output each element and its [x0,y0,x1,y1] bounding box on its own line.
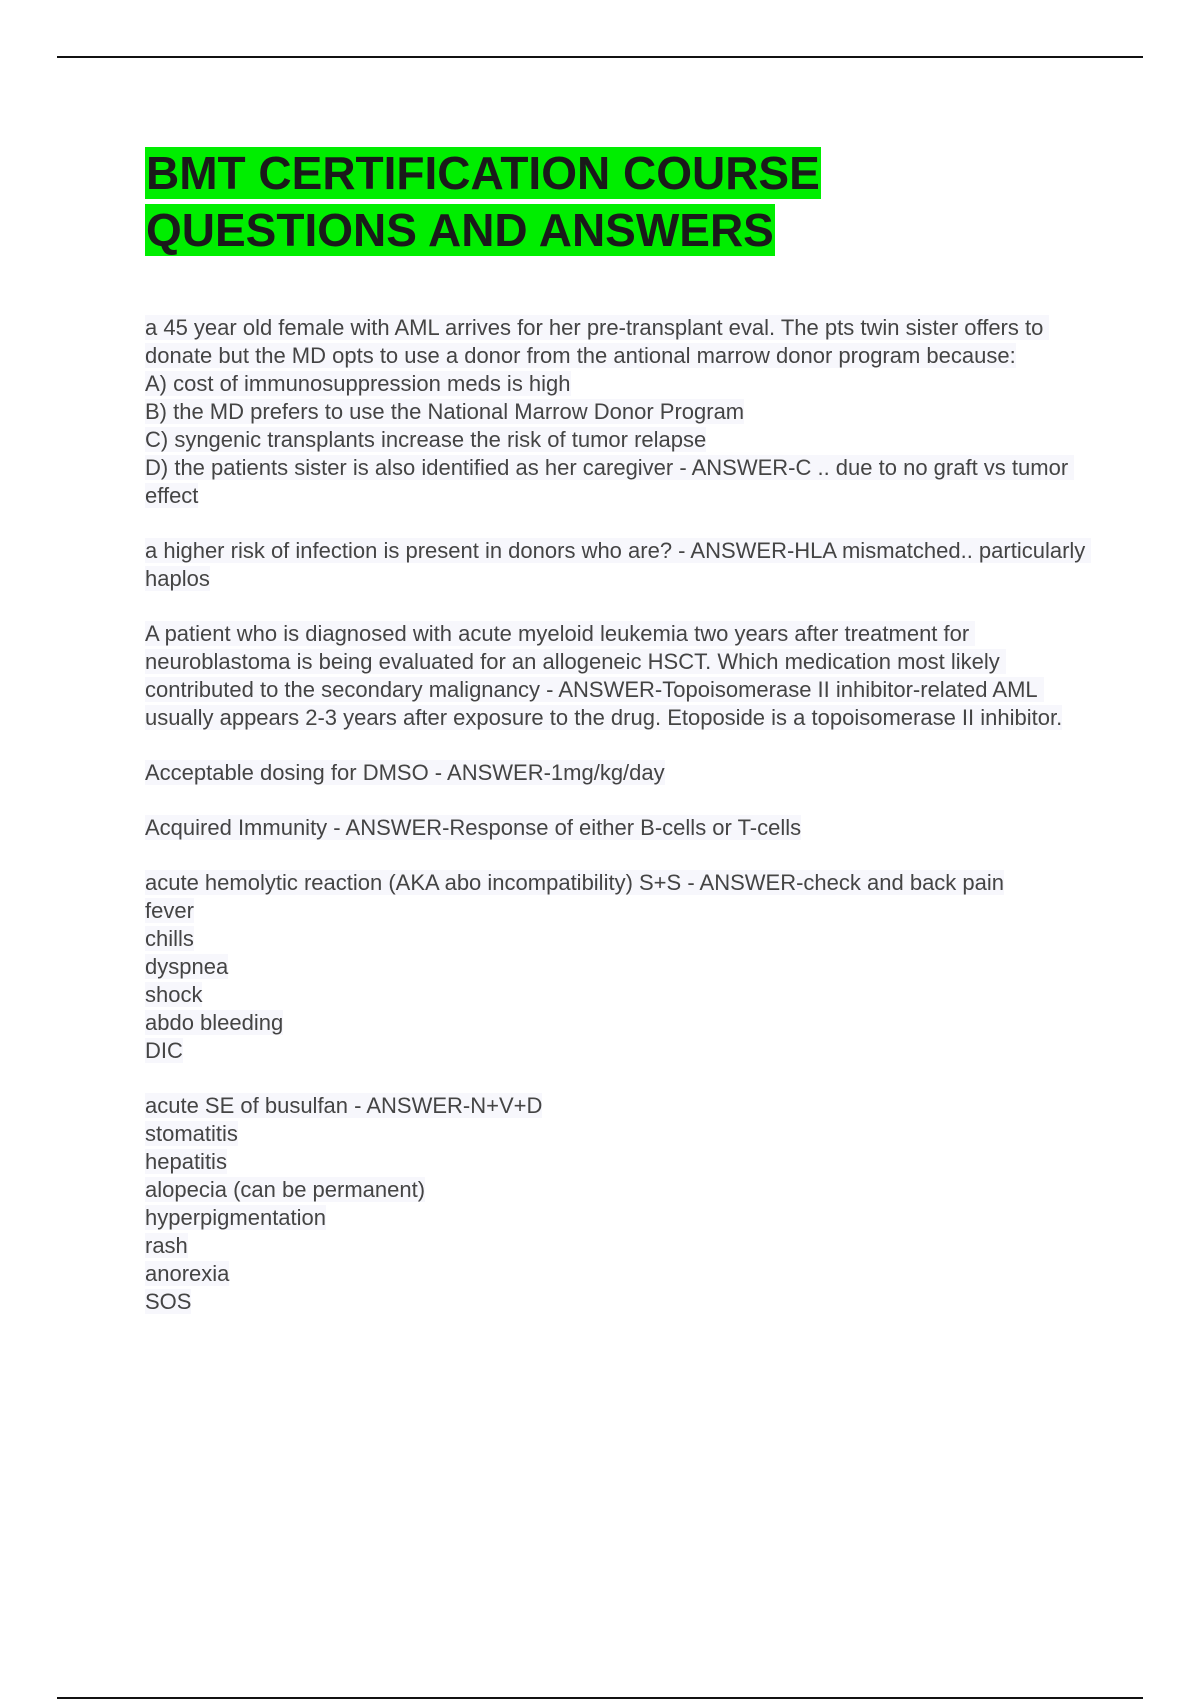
qa-list-line: hyperpigmentation [145,1205,327,1230]
qa-line [145,454,1095,510]
qa-list-line: stomatitis [145,1121,238,1146]
qa-text: a higher risk of infection is present in donors who are? - ANSWER-HLA mismatched.. particularly haplos [145,538,1092,591]
qa-item [145,620,1095,732]
qa-line [145,398,1095,426]
qa-list-line: hepatitis [145,1149,227,1174]
qa-line [145,869,1095,897]
qa-text: Acquired Immunity - ANSWER-Response of either B-cells or T-cells [145,815,802,840]
qa-list-line: shock [145,982,203,1007]
qa-line [145,1148,1095,1176]
qa-list-line: rash [145,1233,188,1258]
qa-line [145,1288,1095,1316]
qa-line [145,814,1095,842]
header-rule [57,56,1143,58]
qa-line [145,1092,1095,1120]
qa-list-line: chills [145,926,194,951]
qa-line [145,370,1095,398]
qa-line [145,1232,1095,1260]
qa-item [145,759,1095,787]
qa-item [145,814,1095,842]
title-highlight: BMT CERTIFICATION COURSE QUESTIONS AND ANSWERS [146,147,820,256]
qa-item [145,314,1095,510]
qa-list [145,314,1095,1343]
qa-line [145,1260,1095,1288]
qa-list-line: abdo bleeding [145,1010,284,1035]
qa-line [145,953,1095,981]
qa-line [145,537,1095,593]
qa-line [145,426,1095,454]
footer-rule [57,1697,1143,1699]
qa-line [145,620,1095,732]
qa-line [145,1176,1095,1204]
qa-line [145,1009,1095,1037]
qa-line [145,1120,1095,1148]
qa-line [145,1204,1095,1232]
qa-line [145,897,1095,925]
qa-text: acute SE of busulfan - ANSWER-N+V+D [145,1093,543,1118]
qa-list-line: anorexia [145,1261,230,1286]
document-title [145,145,1045,259]
qa-option-b: B) the MD prefers to use the National Marrow Donor Program [145,399,745,424]
qa-option-a: A) cost of immunosuppression meds is high [145,371,571,396]
qa-option-d-answer: D) the patients sister is also identified as her caregiver - ANSWER-C .. due to no graft vs tumor effect [145,455,1075,508]
qa-option-c: C) syngenic transplants increase the risk of tumor relapse [145,427,707,452]
qa-item [145,1092,1095,1316]
qa-text: A patient who is diagnosed with acute myeloid leukemia two years after treatment for neuroblastoma is being evaluated for an allogeneic HSCT. Which medication most likely contributed to the secondary malignancy - ANSWER-Topoisomerase II inhibitor-related AML usually appears 2-3 years after exposure to the drug. Etoposide is a topoisomerase II inhibitor. [145,621,1063,730]
qa-item [145,869,1095,1065]
qa-line [145,759,1095,787]
qa-text: acute hemolytic reaction (AKA abo incompatibility) S+S - ANSWER-check and back pain [145,870,1005,895]
qa-line [145,925,1095,953]
qa-list-line: DIC [145,1038,183,1063]
qa-line [145,981,1095,1009]
qa-item [145,537,1095,593]
qa-text: Acceptable dosing for DMSO - ANSWER-1mg/kg/day [145,760,665,785]
qa-line [145,1037,1095,1065]
qa-list-line: fever [145,898,194,923]
qa-line [145,314,1095,370]
qa-question-text: a 45 year old female with AML arrives for her pre-transplant eval. The pts twin sister offers to donate but the MD opts to use a donor from the antional marrow donor program because: [145,315,1050,368]
qa-list-line: alopecia (can be permanent) [145,1177,426,1202]
qa-list-line: dyspnea [145,954,229,979]
qa-list-line: SOS [145,1289,192,1314]
